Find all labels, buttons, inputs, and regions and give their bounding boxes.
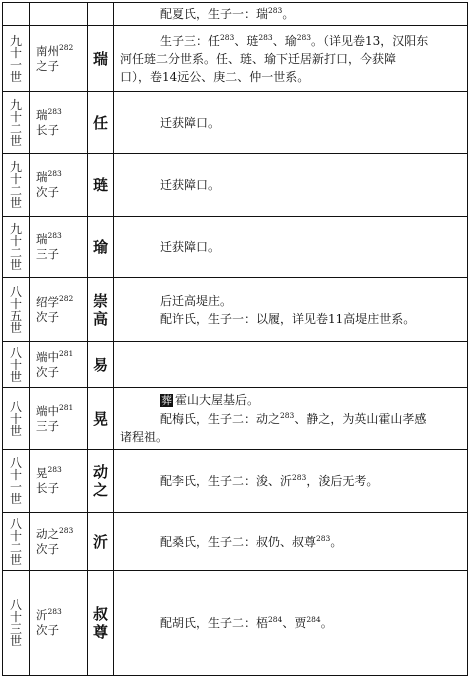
biography-text: 、静之，为英山霍山孝感 bbox=[294, 412, 427, 426]
generation-index: 284 bbox=[306, 615, 321, 624]
generation-char: 十 bbox=[9, 411, 22, 426]
generation-cell bbox=[3, 3, 30, 26]
generation-char: 二 bbox=[9, 540, 22, 555]
biography-line bbox=[120, 292, 461, 310]
genealogy-row bbox=[3, 3, 468, 26]
parent-line bbox=[36, 404, 87, 419]
biography-line bbox=[120, 32, 461, 50]
generation-char: 十 bbox=[9, 468, 22, 482]
biography-cell bbox=[114, 3, 468, 26]
parent-line bbox=[36, 466, 87, 481]
biography-text: 生子三：任 bbox=[160, 33, 221, 48]
parent-text: 三子 bbox=[36, 418, 59, 433]
name-cell bbox=[88, 571, 114, 676]
generation-cell bbox=[3, 217, 30, 278]
genealogy-table-body bbox=[3, 3, 468, 676]
biography-text: 、琏 bbox=[234, 33, 259, 48]
biography-text: 诸程祖。 bbox=[120, 430, 169, 444]
biography-text: 、瑜 bbox=[272, 33, 297, 48]
generation-cell bbox=[3, 278, 30, 342]
biography-cell bbox=[114, 342, 468, 388]
name-cell bbox=[88, 342, 114, 388]
generation-char: 世 bbox=[9, 196, 22, 210]
parent-text: 长子 bbox=[36, 481, 59, 495]
genealogy-row bbox=[3, 92, 468, 154]
generation-char: 世 bbox=[9, 492, 22, 506]
parent-line bbox=[36, 608, 87, 623]
person-name-char: 瑞 bbox=[92, 49, 108, 68]
generation-char: 八 bbox=[9, 345, 22, 360]
parent-text: 瑞 bbox=[36, 107, 48, 122]
generation-char: 十 bbox=[9, 296, 22, 311]
generation-char: 八 bbox=[9, 456, 22, 470]
generation-char: 九 bbox=[9, 97, 22, 112]
biography-cell bbox=[114, 388, 468, 450]
name-cell bbox=[88, 26, 114, 92]
name-cell bbox=[88, 278, 114, 342]
generation-char: 五 bbox=[9, 308, 22, 323]
genealogy-table bbox=[2, 2, 468, 676]
person-name-char: 之 bbox=[92, 481, 108, 499]
biography-text: 配胡氏，生子二：梧 bbox=[160, 616, 269, 630]
parent-line bbox=[36, 232, 87, 247]
genealogy-row bbox=[3, 154, 468, 217]
person-name-char: 瑜 bbox=[92, 238, 108, 256]
generation-char: 十 bbox=[9, 528, 22, 543]
generation-char: 世 bbox=[9, 69, 22, 84]
biography-text: 霍山大屋基后。 bbox=[175, 393, 260, 407]
parent-cell bbox=[30, 92, 88, 154]
parent-text: 次子 bbox=[36, 541, 59, 556]
generation-char: 世 bbox=[9, 133, 22, 148]
biography-text: 迁获障口。 bbox=[160, 240, 221, 254]
generation-char: 世 bbox=[9, 369, 22, 384]
biography-line bbox=[120, 410, 461, 428]
person-name-char: 琏 bbox=[92, 176, 108, 194]
parent-line bbox=[36, 247, 87, 262]
generation-char: 二 bbox=[9, 121, 22, 136]
generation-char: 世 bbox=[9, 552, 22, 567]
parent-cell bbox=[30, 217, 88, 278]
parent-text: 绍学 bbox=[36, 294, 59, 309]
person-name-char: 崇 bbox=[92, 291, 108, 310]
generation-cell bbox=[3, 513, 30, 571]
parent-line bbox=[36, 108, 87, 123]
generation-char: 十 bbox=[9, 234, 22, 248]
generation-char: 二 bbox=[9, 184, 22, 198]
parent-cell bbox=[30, 278, 88, 342]
generation-index: 283 bbox=[47, 106, 62, 116]
genealogy-row bbox=[3, 278, 468, 342]
parent-text: 次子 bbox=[36, 309, 59, 324]
biography-text: 口），卷14远公、庚二、仲一世系。 bbox=[120, 69, 310, 84]
biography-cell bbox=[114, 278, 468, 342]
parent-cell bbox=[30, 571, 88, 676]
generation-index: 281 bbox=[59, 402, 74, 412]
biography-cell bbox=[114, 92, 468, 154]
parent-text: 次子 bbox=[36, 623, 59, 637]
generation-index: 283 bbox=[47, 169, 62, 178]
generation-index: 283 bbox=[220, 32, 235, 42]
generation-char: 世 bbox=[9, 320, 22, 335]
genealogy-row bbox=[3, 513, 468, 571]
generation-index: 282 bbox=[59, 293, 74, 303]
name-cell bbox=[88, 92, 114, 154]
generation-index: 283 bbox=[292, 473, 307, 482]
generation-cell bbox=[3, 154, 30, 217]
name-cell bbox=[88, 513, 114, 571]
name-cell bbox=[88, 3, 114, 26]
person-name-char: 沂 bbox=[92, 532, 108, 551]
generation-char: 世 bbox=[9, 258, 22, 272]
parent-line bbox=[36, 170, 87, 185]
generation-char: 世 bbox=[9, 634, 22, 648]
biography-line bbox=[120, 533, 461, 551]
parent-text: 晃 bbox=[36, 466, 48, 480]
parent-line bbox=[36, 59, 87, 74]
parent-line bbox=[36, 481, 87, 496]
biography-line bbox=[120, 238, 461, 256]
generation-cell bbox=[3, 92, 30, 154]
generation-char: 八 bbox=[9, 284, 22, 299]
genealogy-row bbox=[3, 342, 468, 388]
person-name-char: 易 bbox=[92, 355, 108, 374]
parent-text: 长子 bbox=[36, 122, 59, 137]
parent-line bbox=[36, 542, 87, 557]
person-name-char: 晃 bbox=[92, 409, 108, 428]
parent-line bbox=[36, 44, 87, 59]
generation-char: 十 bbox=[9, 109, 22, 124]
biography-text: 配桑氏，生子二：叔仍、叔尊 bbox=[160, 534, 317, 549]
name-cell bbox=[88, 388, 114, 450]
generation-char: 九 bbox=[9, 222, 22, 236]
generation-index: 283 bbox=[268, 6, 283, 15]
name-cell bbox=[88, 450, 114, 513]
person-name-char: 叔 bbox=[92, 605, 108, 623]
generation-index: 283 bbox=[47, 607, 62, 616]
biography-text: 、贾 bbox=[282, 616, 307, 630]
biography-cell bbox=[114, 154, 468, 217]
biography-text: 后迁高堤庄。 bbox=[160, 293, 233, 308]
name-cell bbox=[88, 217, 114, 278]
generation-char: 八 bbox=[9, 399, 22, 414]
parent-cell bbox=[30, 513, 88, 571]
generation-char: 十 bbox=[9, 45, 22, 60]
person-name-char: 尊 bbox=[92, 623, 108, 641]
parent-line bbox=[36, 295, 87, 310]
burial-marker: 葬 bbox=[161, 394, 172, 407]
parent-line bbox=[36, 365, 87, 380]
genealogy-row bbox=[3, 571, 468, 676]
name-cell bbox=[88, 154, 114, 217]
generation-char: 八 bbox=[9, 598, 22, 612]
parent-cell bbox=[30, 3, 88, 26]
parent-text: 瑞 bbox=[36, 232, 48, 246]
parent-line bbox=[36, 310, 87, 325]
parent-line bbox=[36, 350, 87, 365]
parent-text: 端中 bbox=[36, 403, 59, 418]
generation-index: 283 bbox=[280, 411, 295, 420]
biography-line bbox=[120, 428, 461, 446]
parent-text: 三子 bbox=[36, 247, 59, 261]
generation-index: 283 bbox=[47, 231, 62, 240]
person-name-char: 动 bbox=[92, 463, 108, 481]
parent-cell bbox=[30, 342, 88, 388]
generation-index: 283 bbox=[296, 32, 312, 42]
biography-line bbox=[120, 310, 461, 328]
generation-cell bbox=[3, 342, 30, 388]
generation-char: 十 bbox=[9, 172, 22, 186]
generation-char: 八 bbox=[9, 516, 22, 531]
generation-char: 一 bbox=[9, 57, 22, 72]
generation-index: 283 bbox=[59, 525, 74, 535]
biography-text: 配许氏，生子一：以履，详见卷11高堤庄世系。 bbox=[160, 311, 416, 326]
biography-line bbox=[120, 472, 461, 490]
parent-text: 瑞 bbox=[36, 170, 48, 184]
generation-cell bbox=[3, 26, 30, 92]
biography-line bbox=[120, 50, 461, 68]
parent-line bbox=[36, 527, 87, 542]
biography-text: 配梅氏，生子二：动之 bbox=[160, 412, 281, 426]
generation-char: 十 bbox=[9, 357, 22, 372]
biography-text: 。 bbox=[320, 616, 333, 630]
parent-text: 沂 bbox=[36, 608, 48, 622]
person-name-char: 任 bbox=[92, 113, 108, 132]
generation-index: 283 bbox=[316, 533, 331, 543]
parent-text: 南州 bbox=[36, 43, 59, 58]
parent-line bbox=[36, 185, 87, 200]
generation-char: 九 bbox=[9, 160, 22, 174]
parent-text: 次子 bbox=[36, 185, 59, 199]
biography-text: 配李氏，生子二：浚、沂 bbox=[160, 474, 293, 488]
parent-text: 之子 bbox=[36, 58, 59, 73]
biography-line bbox=[120, 391, 461, 410]
parent-cell bbox=[30, 388, 88, 450]
generation-char: 世 bbox=[9, 423, 22, 438]
person-name-char: 高 bbox=[92, 309, 108, 328]
biography-cell bbox=[114, 217, 468, 278]
biography-cell bbox=[114, 450, 468, 513]
generation-index: 283 bbox=[47, 465, 62, 474]
generation-index: 283 bbox=[258, 32, 273, 42]
generation-cell bbox=[3, 388, 30, 450]
parent-text: 端中 bbox=[36, 349, 59, 364]
biography-text: 迁获障口。 bbox=[160, 178, 221, 192]
biography-line bbox=[120, 5, 461, 23]
biography-line bbox=[120, 176, 461, 194]
generation-char: 三 bbox=[9, 622, 22, 636]
genealogy-row bbox=[3, 217, 468, 278]
parent-line bbox=[36, 623, 87, 638]
generation-char: 九 bbox=[9, 33, 22, 48]
generation-char: 一 bbox=[9, 480, 22, 494]
biography-line bbox=[120, 114, 461, 132]
biography-text: ，浚后无考。 bbox=[306, 474, 379, 488]
biography-line bbox=[120, 68, 461, 86]
parent-cell bbox=[30, 450, 88, 513]
parent-line bbox=[36, 123, 87, 138]
generation-char: 十 bbox=[9, 610, 22, 624]
generation-index: 281 bbox=[59, 348, 74, 358]
biography-text: 配夏氏，生子一：瑞 bbox=[160, 7, 269, 21]
biography-cell bbox=[114, 26, 468, 92]
biography-cell bbox=[114, 571, 468, 676]
generation-cell bbox=[3, 450, 30, 513]
generation-index: 282 bbox=[59, 42, 74, 52]
parent-cell bbox=[30, 26, 88, 92]
biography-line bbox=[120, 614, 461, 632]
parent-text: 次子 bbox=[36, 364, 59, 379]
biography-text: 迁获障口。 bbox=[160, 115, 221, 130]
biography-cell bbox=[114, 513, 468, 571]
parent-line bbox=[36, 419, 87, 434]
biography-text: 河任琏二分世系。任、琏、瑜下迁居新打口，今获障 bbox=[120, 51, 397, 66]
parent-text: 动之 bbox=[36, 526, 59, 541]
genealogy-row bbox=[3, 450, 468, 513]
generation-index: 284 bbox=[268, 615, 283, 624]
biography-text: 。 bbox=[330, 534, 343, 549]
genealogy-row bbox=[3, 388, 468, 450]
generation-char: 二 bbox=[9, 246, 22, 260]
biography-text: 。（详见卷13，汉阳东 bbox=[311, 33, 429, 48]
biography-text: 。 bbox=[282, 7, 295, 21]
parent-cell bbox=[30, 154, 88, 217]
genealogy-row bbox=[3, 26, 468, 92]
generation-cell bbox=[3, 571, 30, 676]
